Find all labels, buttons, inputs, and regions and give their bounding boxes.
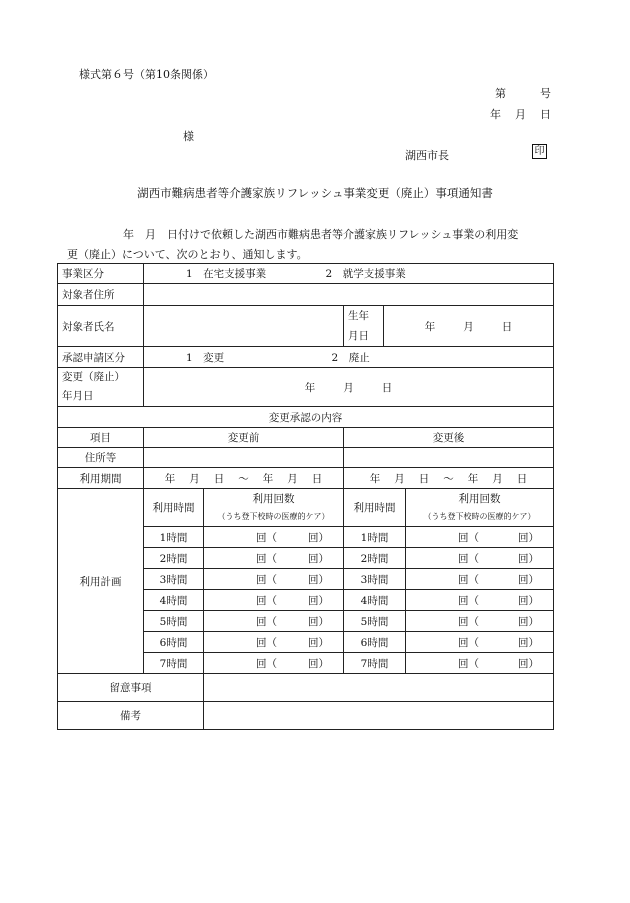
kai-close: 回）: [308, 531, 329, 544]
count-before-field[interactable]: [204, 548, 344, 569]
label-notes: 留意事項: [58, 674, 204, 702]
section-title: 変更承認の内容: [58, 407, 554, 428]
hour-before: 2時間: [144, 548, 204, 569]
hour-after: 7時間: [344, 653, 406, 674]
body-text-line-2: 更（廃止）について、次のとおり、通知します。: [67, 248, 308, 261]
count-before-field[interactable]: [204, 569, 344, 590]
label-period: 利用期間: [58, 468, 144, 489]
count-before-field[interactable]: [204, 632, 344, 653]
jigyo-kubun-options[interactable]: [144, 264, 554, 284]
doc-date-year: 年: [490, 108, 501, 121]
kai-close: 回）: [518, 573, 539, 586]
kai-close: 回）: [518, 657, 539, 670]
label-shonin-kubun: 承認申請区分: [58, 347, 144, 368]
period-part: 日: [213, 472, 225, 485]
count-after-field[interactable]: [406, 632, 554, 653]
kai-open: 回（: [458, 594, 479, 607]
day-mark: 日: [381, 381, 393, 394]
kai-open: 回（: [458, 573, 479, 586]
month-mark: 月: [463, 320, 474, 333]
period-before-field[interactable]: [144, 468, 344, 489]
body-text-line-1: 年 月 日付けで依頼した湖西市難病患者等介護家族リフレッシュ事業の利用変: [123, 228, 519, 241]
hour-after: 1時間: [344, 527, 406, 548]
period-part: 月: [492, 472, 503, 485]
count-note: （うち登下校時の医療的ケア）: [217, 511, 330, 521]
option-henko: 1 変更: [186, 351, 225, 364]
kai-close: 回）: [308, 657, 329, 670]
count-note: （うち登下校時の医療的ケア）: [423, 511, 536, 521]
label-jigyo-kubun: 事業区分: [58, 264, 144, 284]
period-part: 月: [287, 472, 298, 485]
sub-header-time-before: 利用時間: [144, 489, 204, 527]
count-label: 利用回数: [458, 492, 501, 505]
option-haishi: 2 廃止: [331, 351, 370, 364]
hour-before: 4時間: [144, 590, 204, 611]
count-after-field[interactable]: [406, 611, 554, 632]
seinengappi-field[interactable]: [384, 306, 554, 347]
taisho-shimei-field[interactable]: [144, 306, 344, 347]
doc-date-day: 日: [540, 108, 551, 121]
label-henko-date-line2: 年月日: [62, 390, 94, 402]
hour-before: 3時間: [144, 569, 204, 590]
henko-date-field[interactable]: [144, 368, 554, 407]
period-part: 月: [394, 472, 405, 485]
hour-before: 7時間: [144, 653, 204, 674]
hour-before: 5時間: [144, 611, 204, 632]
year-mark: 年: [304, 381, 316, 394]
kai-open: 回（: [458, 657, 479, 670]
count-after-field[interactable]: [406, 569, 554, 590]
kai-open: 回（: [256, 531, 277, 544]
label-address: 住所等: [58, 448, 144, 468]
day-mark: 日: [501, 320, 513, 333]
kai-open: 回（: [256, 657, 277, 670]
kai-close: 回）: [308, 636, 329, 649]
document-title: 湖西市難病患者等介護家族リフレッシュ事業変更（廃止）事項通知書: [137, 186, 493, 200]
label-seinengappi: 生年月日: [344, 306, 384, 347]
label-taisho-shimei: 対象者氏名: [58, 306, 144, 347]
kai-close: 回）: [308, 573, 329, 586]
kai-close: 回）: [518, 636, 539, 649]
remarks-field[interactable]: [204, 702, 554, 730]
count-after-field[interactable]: [406, 590, 554, 611]
count-before-field[interactable]: [204, 653, 344, 674]
kai-open: 回（: [256, 615, 277, 628]
kai-close: 回）: [518, 552, 539, 565]
sub-header-time-after: 利用時間: [344, 489, 406, 527]
form-number-label: 様式第６号（第10条関係）: [79, 68, 214, 81]
period-part: 年: [467, 472, 479, 485]
addressee-suffix: 様: [183, 130, 194, 143]
count-after-field[interactable]: [406, 527, 554, 548]
address-before-field[interactable]: [144, 448, 344, 468]
count-before-field[interactable]: [204, 527, 344, 548]
count-after-field[interactable]: [406, 548, 554, 569]
option-shugaku: 2 就学支援事業: [325, 268, 406, 280]
month-mark: 月: [343, 381, 354, 394]
hour-after: 5時間: [344, 611, 406, 632]
period-part: ～: [443, 472, 454, 485]
document-date: [490, 106, 551, 122]
year-mark: 年: [424, 320, 436, 333]
count-after-field[interactable]: [406, 653, 554, 674]
notification-form-table: [57, 263, 554, 730]
kai-open: 回（: [256, 636, 277, 649]
label-remarks: 備考: [58, 702, 204, 730]
doc-number-suffix: 号: [540, 87, 551, 100]
kai-open: 回（: [458, 615, 479, 628]
sub-header-count-after: [406, 489, 554, 527]
count-label: 利用回数: [252, 492, 295, 505]
label-taisho-jusho: 対象者住所: [58, 284, 144, 306]
notes-field[interactable]: [204, 674, 554, 702]
document-number: [495, 85, 551, 101]
issuer-name: 湖西市長: [405, 149, 449, 162]
doc-date-month: 月: [515, 108, 526, 121]
period-part: 日: [418, 472, 430, 485]
kai-open: 回（: [256, 594, 277, 607]
label-plan: 利用計画: [58, 489, 144, 674]
hour-after: 4時間: [344, 590, 406, 611]
address-after-field[interactable]: [344, 448, 554, 468]
kai-close: 回）: [308, 615, 329, 628]
kai-close: 回）: [518, 594, 539, 607]
kai-open: 回（: [256, 573, 277, 586]
period-part: ～: [238, 472, 249, 485]
sub-header-count-before: [204, 489, 344, 527]
hour-after: 6時間: [344, 632, 406, 653]
kai-close: 回）: [308, 594, 329, 607]
option-zaitaku: 1 在宅支援事業: [186, 268, 267, 280]
hour-before: 6時間: [144, 632, 204, 653]
period-part: 日: [311, 472, 323, 485]
col-header-before: 変更前: [144, 428, 344, 448]
kai-close: 回）: [518, 531, 539, 544]
kai-close: 回）: [518, 615, 539, 628]
period-part: 年: [369, 472, 381, 485]
period-part: 年: [164, 472, 176, 485]
label-henko-date: [58, 368, 144, 407]
kai-open: 回（: [458, 552, 479, 565]
seal-mark: 印: [532, 144, 547, 159]
hour-after: 2時間: [344, 548, 406, 569]
period-part: 月: [189, 472, 200, 485]
hour-before: 1時間: [144, 527, 204, 548]
doc-number-prefix: 第: [495, 87, 506, 100]
taisho-jusho-field[interactable]: [144, 284, 554, 306]
period-part: 年: [262, 472, 274, 485]
period-part: 日: [516, 472, 528, 485]
col-header-item: 項目: [58, 428, 144, 448]
shonin-kubun-options[interactable]: [144, 347, 554, 368]
kai-open: 回（: [458, 636, 479, 649]
count-before-field[interactable]: [204, 590, 344, 611]
kai-open: 回（: [458, 531, 479, 544]
kai-open: 回（: [256, 552, 277, 565]
period-after-field[interactable]: [344, 468, 554, 489]
label-henko-date-line1: 変更（廃止）: [62, 371, 125, 383]
col-header-after: 変更後: [344, 428, 554, 448]
hour-after: 3時間: [344, 569, 406, 590]
kai-close: 回）: [308, 552, 329, 565]
count-before-field[interactable]: [204, 611, 344, 632]
